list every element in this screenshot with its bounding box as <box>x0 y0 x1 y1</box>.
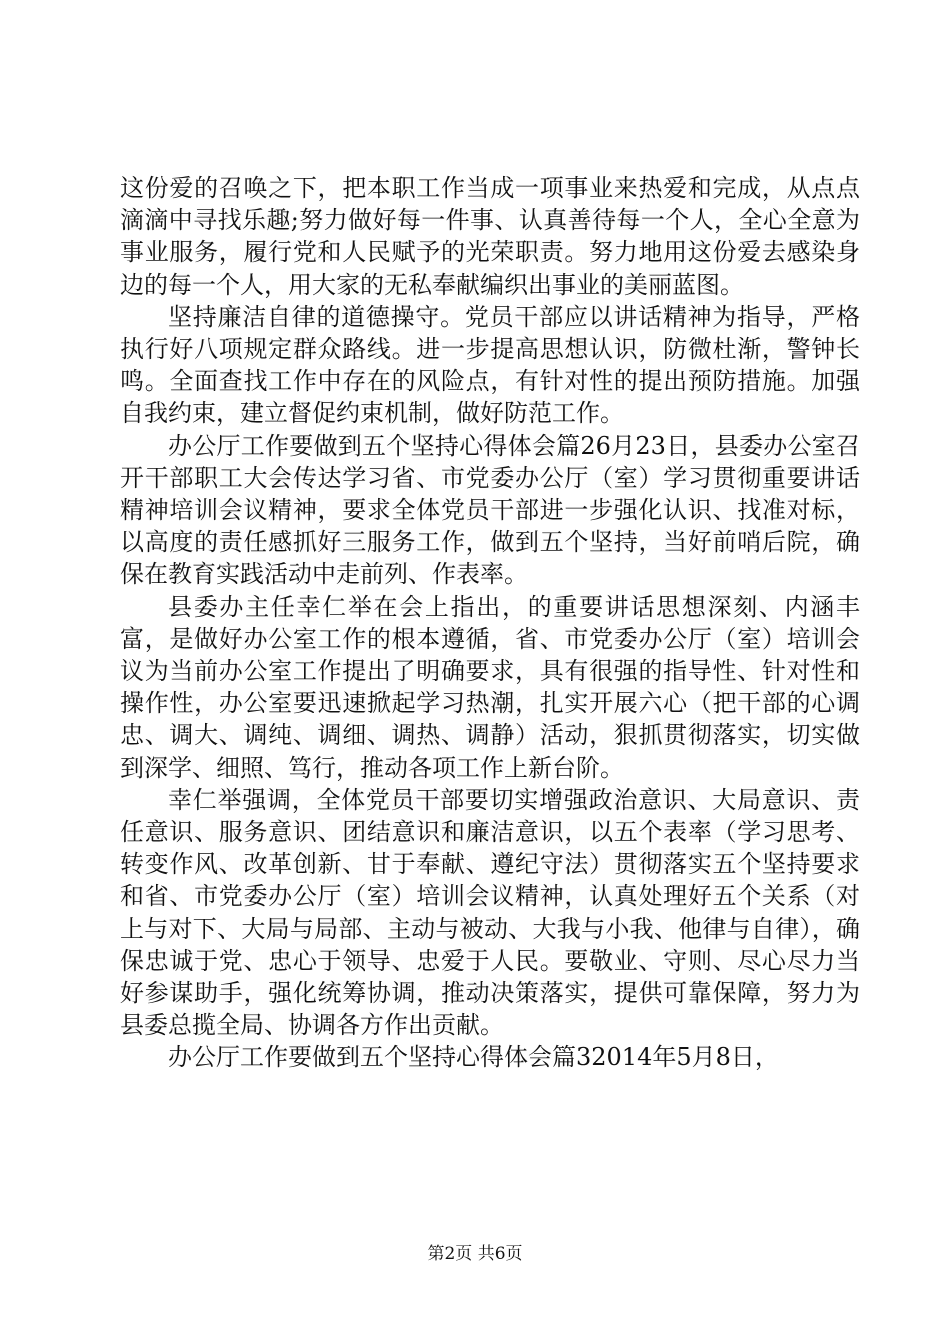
paragraph-6: 办公厅工作要做到五个坚持心得体会篇32014年5月8日， <box>168 1043 779 1072</box>
paragraph-3: 办公厅工作要做到五个坚持心得体会篇26月23日，县委办公室召开干部职工大会传达学习省、市党委办公厅（室）学习贯彻重要讲话精神培训会议精神，要求全体党员干部进一步强化认识、找准对标，以高度的责任感抓好三服务工作，做到五个坚持，当好前哨后院，确保在教育实践活动中走前列、作表率。 <box>120 431 860 589</box>
paragraph-5: 幸仁举强调，全体党员干部要切实增强政治意识、大局意识、责任意识、服务意识、团结意识和廉洁意识，以五个表率（学习思考、转变作风、改革创新、甘于奉献、遵纪守法）贯彻落实五个坚持要求和省、市党委办公厅（室）培训会议精神，认真处理好五个关系（对上与对下、大局与局部、主动与被动、大我与小我、他律与自律），确保忠诚于党、忠心于领导、忠爱于人民。要敬业、守则、尽心尽力当好参谋助手，强化统筹协调，推动决策落实，提供可靠保障，努力为县委总揽全局、协调各方作出贡献。 <box>120 785 860 1040</box>
paragraph-1: 这份爱的召唤之下，把本职工作当成一项事业来热爱和完成，从点点滴滴中寻找乐趣;努力做好每一件事、认真善待每一个人，全心全意为事业服务，履行党和人民赋予的光荣职责。努力地用这份爱去感染身边的每一个人，用大家的无私奉献编织出事业的美丽蓝图。 <box>120 174 860 299</box>
paragraph-2: 坚持廉洁自律的道德操守。党员干部应以讲话精神为指导，严格执行好八项规定群众路线。进一步提高思想认识，防微杜渐，警钟长鸣。全面查找工作中存在的风险点，有针对性的提出预防措施。加强自我约束，建立督促约束机制，做好防范工作。 <box>120 302 860 428</box>
page-number-footer: 第2页 共6页 <box>427 1244 523 1264</box>
document-body <box>120 172 860 1074</box>
paragraph-4: 县委办主任幸仁举在会上指出，的重要讲话思想深刻、内涵丰富，是做好办公室工作的根本遵循，省、市党委办公厅（室）培训会议为当前办公室工作提出了明确要求，具有很强的指导性、针对性和操作性，办公室要迅速掀起学习热潮，扎实开展六心（把干部的心调忠、调大、调纯、调细、调热、调静）活动，狠抓贯彻落实，切实做到深学、细照、笃行，推动各项工作上新台阶。 <box>120 592 860 782</box>
